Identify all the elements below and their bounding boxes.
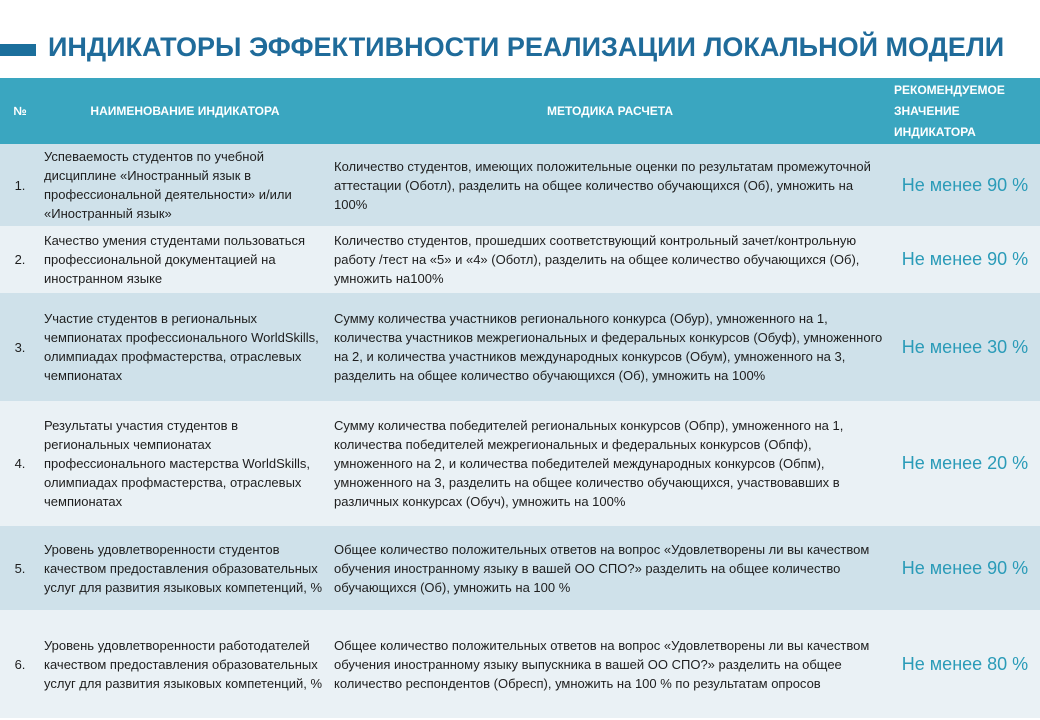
recommended-value: Не менее 90 % <box>890 526 1040 610</box>
indicator-name: Уровень удовлетворенности студентов качеством предоставления образовательных услуг для развития языковых компетенций, % <box>40 526 330 610</box>
calculation-method: Количество студентов, имеющих положительные оценки по результатам промежуточной аттестации (Оботл), разделить на общее количество обучающихся (Об), умножить на 100% <box>330 144 890 226</box>
row-num: 5. <box>0 526 40 610</box>
row-num: 1. <box>0 144 40 226</box>
recommended-value: Не менее 90 % <box>890 226 1040 293</box>
calculation-method: Общее количество положительных ответов на вопрос «Удовлетворены ли вы качеством обучения иностранному языку в вашей ОО СПО?» разделить на общее количество обучающихся (Об), умножить на 100 % <box>330 526 890 610</box>
header-recommended: РЕКОМЕНДУЕМОЕ ЗНАЧЕНИЕ ИНДИКАТОРА <box>890 78 1040 144</box>
row-num: 3. <box>0 293 40 401</box>
title-accent-bar <box>0 44 36 56</box>
table-row <box>0 226 1040 293</box>
table-row <box>0 610 1040 718</box>
page-title: ИНДИКАТОРЫ ЭФФЕКТИВНОСТИ РЕАЛИЗАЦИИ ЛОКАЛЬНОЙ МОДЕЛИ <box>48 32 1005 62</box>
calculation-method: Количество студентов, прошедших соответствующий контрольный зачет/контрольную работу /тест на «5» и «4» (Оботл), разделить на общее количество обучающихся (Об), умножить на100% <box>330 226 890 293</box>
indicator-name: Уровень удовлетворенности работодателей качеством предоставления образовательных услуг для развития языковых компетенций, % <box>40 610 330 718</box>
calculation-method: Общее количество положительных ответов на вопрос «Удовлетворены ли вы качеством обучения иностранному языку выпускника в вашей ОО СПО?» разделить на общее количество респондентов (Обресп), умножить на 100 % по результатам опросов <box>330 610 890 718</box>
calculation-method: Сумму количества победителей региональных конкурсов (Обпр), умноженного на 1, количества победителей межрегиональных и федеральных конкурсов (Обпф), умноженного на 2, и количества победителей международных конкурсов (Обпм), умноженного на 3, разделить на общее количество обучающихся, участвовавших в различных конкурсах (Обуч), умножить на 100% <box>330 401 890 526</box>
table-row <box>0 144 1040 226</box>
row-num: 6. <box>0 610 40 718</box>
recommended-value: Не менее 20 % <box>890 401 1040 526</box>
table-header-row <box>0 78 1040 144</box>
calculation-method: Сумму количества участников регионального конкурса (Обур), умноженного на 1, количества участников межрегиональных и федеральных конкурсов (Обуф), умноженного на 2, и количества участников международных конкурсов (Обум), умноженного на 3, разделить на общее количество обучающихся (Об), умножить на 100% <box>330 293 890 401</box>
indicator-name: Участие студентов в региональных чемпионатах профессионального WorldSkills, олимпиадах профмастерства, отраслевых чемпионатах <box>40 293 330 401</box>
table-row <box>0 401 1040 526</box>
table-row <box>0 526 1040 610</box>
row-num: 4. <box>0 401 40 526</box>
recommended-value: Не менее 90 % <box>890 144 1040 226</box>
indicator-name: Результаты участия студентов в региональных чемпионатах профессионального мастерства WorldSkills, олимпиадах профмастерства, отраслевых чемпионатах <box>40 401 330 526</box>
recommended-value: Не менее 80 % <box>890 610 1040 718</box>
table-row <box>0 293 1040 401</box>
title-bar <box>0 30 1040 76</box>
row-num: 2. <box>0 226 40 293</box>
indicator-name: Качество умения студентами пользоваться профессиональной документацией на иностранном языке <box>40 226 330 293</box>
recommended-value: Не менее 30 % <box>890 293 1040 401</box>
indicators-table <box>0 78 1040 718</box>
indicator-name: Успеваемость студентов по учебной дисциплине «Иностранный язык в профессиональной деятельности» и/или «Иностранный язык» <box>40 144 330 226</box>
header-num: № <box>0 78 40 144</box>
header-name: НАИМЕНОВАНИЕ ИНДИКАТОРА <box>40 78 330 144</box>
header-method: МЕТОДИКА РАСЧЕТА <box>330 78 890 144</box>
